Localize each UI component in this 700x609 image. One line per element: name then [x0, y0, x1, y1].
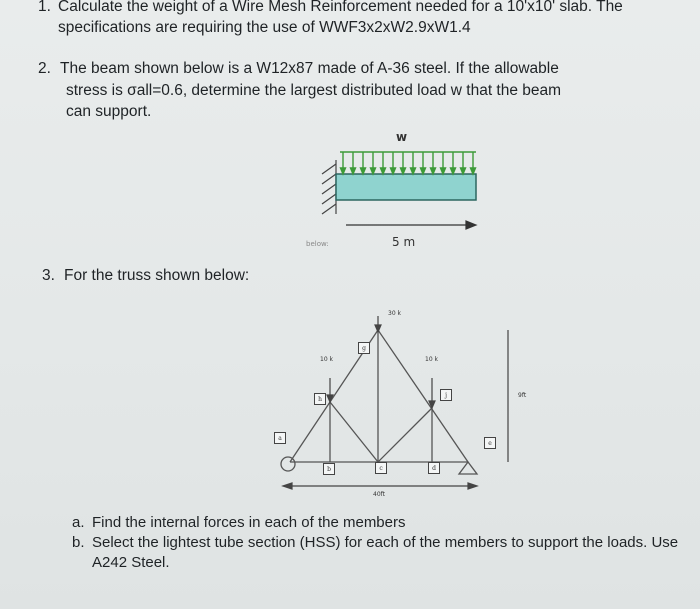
- joint-label-e: e: [484, 437, 496, 449]
- joint-label-c: c: [375, 462, 387, 474]
- problem-1-text-line2: specifications are requiring the use of WWF3x2xW2.9xW1.4: [58, 19, 471, 36]
- problem-2-text-line2: stress is σall=0.6, determine the largest distributed load w that the beam: [66, 82, 562, 99]
- load-label-w: w: [396, 130, 408, 144]
- part-b-label: b.: [72, 534, 85, 551]
- part-a-text: Find the internal forces in each of the members: [92, 514, 406, 531]
- joint-label-g: g: [358, 342, 370, 354]
- left-load-label: 10 k: [320, 356, 334, 363]
- problem-2-text-line1: The beam shown below is a W12x87 made of A-36 steel. If the allowable: [60, 60, 559, 77]
- truss-span-dimension: [283, 483, 477, 489]
- problem-1-number: 1.: [38, 0, 51, 15]
- problem-1-text-line1: Calculate the weight of a Wire Mesh Reinforcement needed for a 10'x10' slab. The: [58, 0, 623, 15]
- truss-span-label: 40ft: [373, 491, 385, 498]
- joint-label-h: h: [314, 393, 326, 405]
- faded-text: below:: [306, 240, 329, 248]
- joint-label-j: j: [440, 389, 452, 401]
- problem-2-text-line3: can support.: [66, 103, 152, 120]
- truss-load-arrows: [327, 316, 435, 408]
- top-load-label: 30 k: [388, 310, 402, 317]
- part-a-label: a.: [72, 514, 85, 531]
- height-label: 9ft: [518, 392, 527, 399]
- joint-label-b: b: [323, 463, 335, 475]
- problem-3-number: 3.: [42, 267, 55, 284]
- right-load-label: 10 k: [425, 356, 439, 363]
- span-label: 5 m: [392, 235, 416, 249]
- joint-label-d: d: [428, 462, 440, 474]
- problem-2-number: 2.: [38, 60, 51, 77]
- joint-label-a: a: [274, 432, 286, 444]
- roller-support: [459, 462, 477, 474]
- part-b-text-line1: Select the lightest tube section (HSS) for each of the members to support the loads. Use: [92, 534, 679, 551]
- pin-support: [281, 457, 295, 471]
- part-b-text-line2: A242 Steel.: [92, 554, 170, 571]
- problem-3-text: For the truss shown below:: [64, 267, 250, 284]
